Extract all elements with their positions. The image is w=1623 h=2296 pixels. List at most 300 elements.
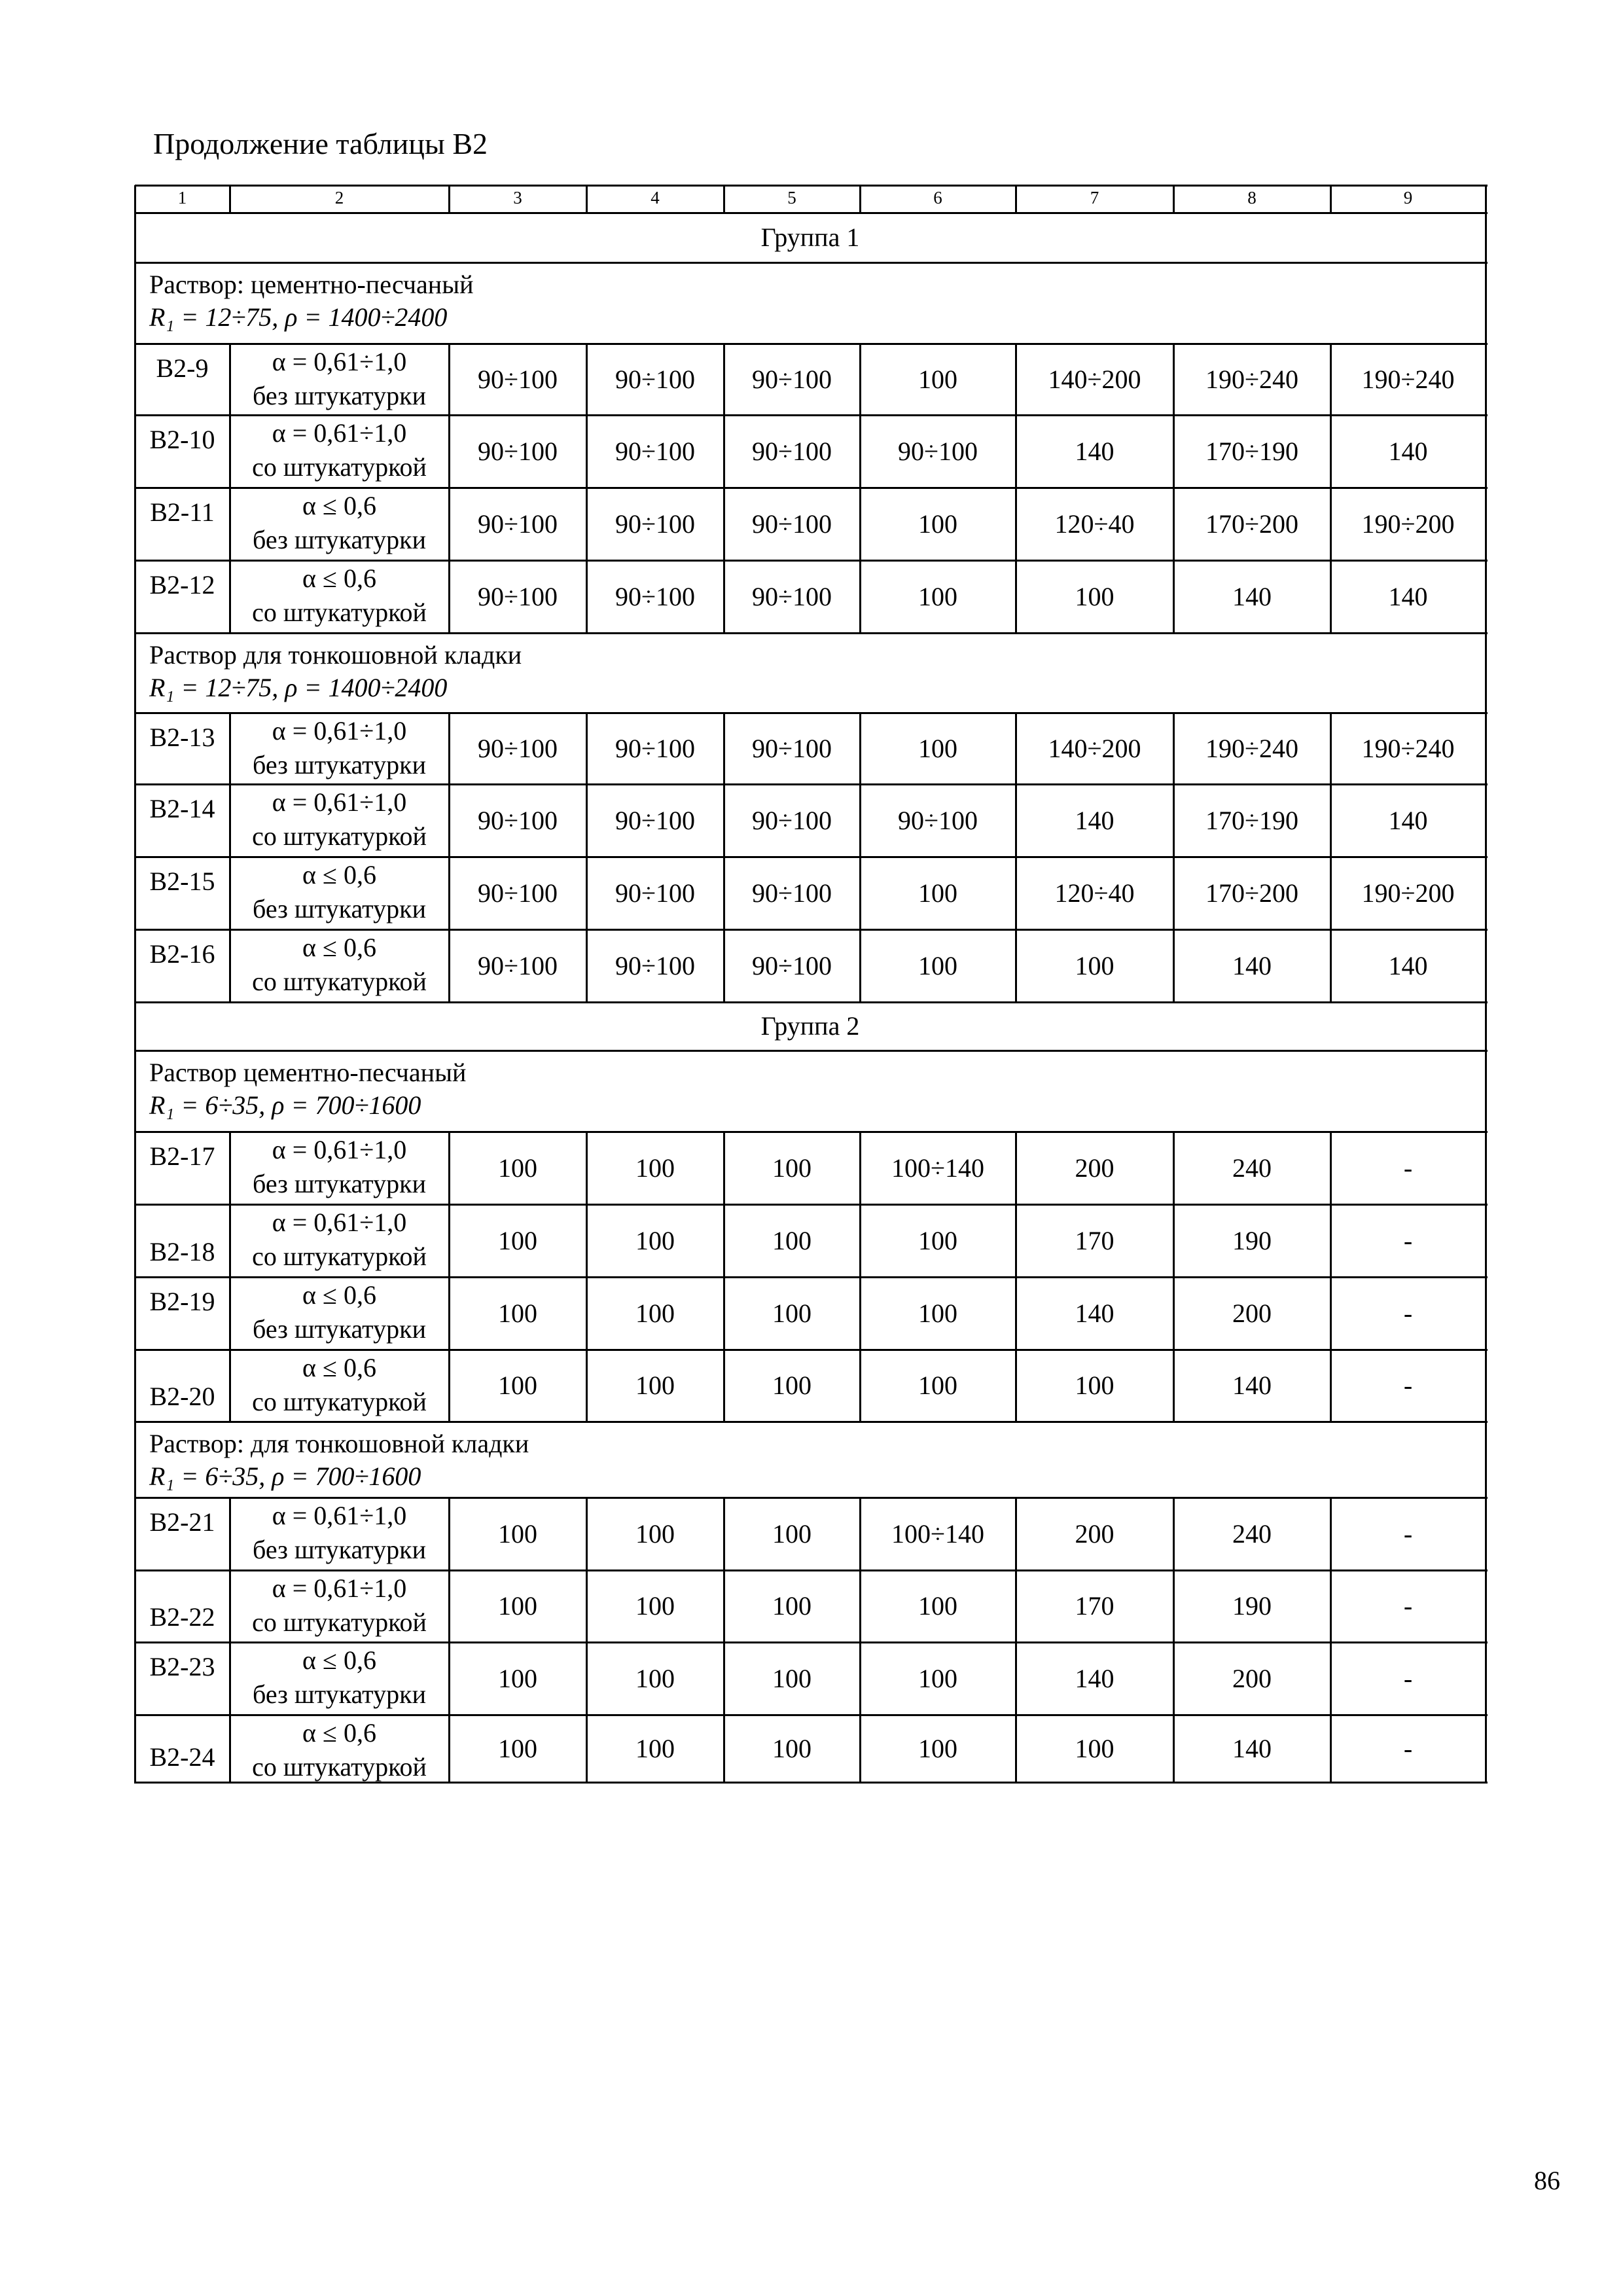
table-cell: 170÷190 <box>1205 805 1298 835</box>
alpha-condition: α = 0,61÷1,0 <box>272 1135 407 1164</box>
table-cell: 170÷200 <box>1205 878 1298 908</box>
row-code: B2-12 <box>149 570 215 600</box>
table-rule <box>229 1498 231 1571</box>
table-cell: 140 <box>1232 950 1272 980</box>
table-rule <box>1330 929 1332 1003</box>
table-rule <box>448 713 450 785</box>
table-rule <box>1015 1642 1017 1716</box>
table-rule <box>1015 1132 1017 1206</box>
table-rule <box>1330 1570 1332 1643</box>
column-header-number: 5 <box>787 188 796 207</box>
table-rule <box>135 1497 1488 1499</box>
table-cell: 90÷100 <box>752 581 832 611</box>
table-rule <box>448 1642 450 1716</box>
table-cell: 200 <box>1075 1518 1115 1549</box>
table-cell: 190 <box>1232 1225 1272 1255</box>
table-cell: 100 <box>918 1225 957 1255</box>
table-cell: 90÷100 <box>752 733 832 763</box>
table-cell: 100 <box>498 1591 537 1621</box>
table-cell: 100 <box>772 1298 812 1328</box>
table-rule <box>1015 857 1017 931</box>
table-cell: 120÷40 <box>1054 878 1135 908</box>
table-rule <box>586 1204 588 1278</box>
table-rule <box>1015 1498 1017 1571</box>
table-rule <box>229 929 231 1003</box>
table-cell: 140 <box>1388 950 1428 980</box>
table-cell: 100÷140 <box>891 1153 984 1183</box>
table-cell: 100 <box>498 1518 537 1549</box>
column-header-number: 8 <box>1247 188 1257 207</box>
table-cell: 100 <box>772 1153 812 1183</box>
table-rule <box>586 344 588 416</box>
row-code: B2-16 <box>149 939 215 969</box>
table-cell: 90÷100 <box>478 581 558 611</box>
table-rule <box>135 262 1488 264</box>
table-rule <box>1173 857 1175 931</box>
table-rule <box>135 1050 1488 1052</box>
row-code: B2-15 <box>149 867 215 896</box>
alpha-condition: α = 0,61÷1,0 <box>272 1208 407 1237</box>
table-rule <box>859 1715 861 1784</box>
table-rule <box>1330 1350 1332 1423</box>
table-cell: 100 <box>772 1225 812 1255</box>
table-rule <box>1173 1204 1175 1278</box>
table-rule <box>229 1350 231 1423</box>
section-title: Раствор для тонкошовной кладки <box>149 640 522 670</box>
table-cell: 140 <box>1075 1663 1115 1693</box>
table-rule <box>135 414 1488 416</box>
row-code: B2-24 <box>149 1742 215 1772</box>
table-rule <box>229 1132 231 1206</box>
plaster-condition: со штукатуркой <box>252 1387 427 1416</box>
alpha-condition: α = 0,61÷1,0 <box>272 347 407 376</box>
table-cell: 100 <box>498 1663 537 1693</box>
table-rule <box>448 1350 450 1423</box>
table-rule <box>586 713 588 785</box>
table-rule <box>1015 415 1017 489</box>
table-rule <box>859 784 861 858</box>
table-cell: 100 <box>918 1733 957 1763</box>
table-rule <box>135 185 1488 187</box>
table-rule <box>586 1132 588 1206</box>
table-cell: 100 <box>635 1663 675 1693</box>
table-cell: 90÷100 <box>898 436 978 466</box>
table-rule <box>1173 1498 1175 1571</box>
table-cell: 140÷200 <box>1048 733 1141 763</box>
table-rule <box>134 185 136 1784</box>
table-cell: 100 <box>918 581 957 611</box>
table-rule <box>1173 784 1175 858</box>
table-rule <box>859 1498 861 1571</box>
table-cell: 140 <box>1388 581 1428 611</box>
table-rule <box>586 857 588 931</box>
table-cell: 140 <box>1388 805 1428 835</box>
plaster-condition: без штукатурки <box>253 750 426 780</box>
table-rule <box>723 560 725 634</box>
table-rule <box>1015 344 1017 416</box>
table-rule <box>723 1277 725 1351</box>
table-rule <box>723 1350 725 1423</box>
table-cell: 90÷100 <box>478 436 558 466</box>
table-rule <box>1015 1350 1017 1423</box>
table-cell: 100 <box>918 1298 957 1328</box>
table-cell: 100 <box>498 1733 537 1763</box>
table-rule <box>723 1642 725 1716</box>
table-rule <box>135 1001 1488 1003</box>
table-cell: 100 <box>918 733 957 763</box>
row-code: B2-20 <box>149 1382 215 1411</box>
table-cell: 90÷100 <box>615 733 695 763</box>
table-cell: 100 <box>635 1518 675 1549</box>
table-rule <box>1173 185 1175 214</box>
alpha-condition: α = 0,61÷1,0 <box>272 716 407 745</box>
table-cell: - <box>1403 1298 1413 1328</box>
table-rule <box>723 488 725 562</box>
table-cell: 140÷200 <box>1048 364 1141 394</box>
table-rule <box>135 487 1488 489</box>
table-cell: 140 <box>1075 805 1115 835</box>
table-rule <box>859 1570 861 1643</box>
plaster-condition: со штукатуркой <box>252 967 427 996</box>
row-code: B2-10 <box>149 425 215 454</box>
row-code: B2-23 <box>149 1652 215 1681</box>
column-header-number: 2 <box>334 188 344 207</box>
group-title: Группа 1 <box>760 223 860 252</box>
table-cell: - <box>1403 1733 1413 1763</box>
table-rule <box>1015 1277 1017 1351</box>
table-rule <box>135 1349 1488 1351</box>
table-cell: 90÷100 <box>615 878 695 908</box>
table-cell: 90÷100 <box>478 364 558 394</box>
table-cell: 190÷240 <box>1361 733 1455 763</box>
table-rule <box>135 1782 1488 1784</box>
alpha-condition: α = 0,61÷1,0 <box>272 1573 407 1603</box>
table-rule <box>1015 488 1017 562</box>
table-cell: 90÷100 <box>615 364 695 394</box>
table-cell: 240 <box>1232 1518 1272 1549</box>
table-rule <box>229 1277 231 1351</box>
data-table <box>135 185 1486 1782</box>
group-title: Группа 2 <box>760 1011 860 1041</box>
table-cell: 90÷100 <box>478 805 558 835</box>
table-rule <box>859 1132 861 1206</box>
table-cell: 170 <box>1075 1225 1115 1255</box>
section-formula: R₁ = 12÷75, ρ = 1400÷2400 <box>149 302 448 332</box>
row-code: B2-9 <box>156 353 209 383</box>
table-cell: 100 <box>1075 1733 1115 1763</box>
column-header-number: 9 <box>1403 188 1413 207</box>
table-rule <box>1173 1132 1175 1206</box>
table-rule <box>723 1132 725 1206</box>
table-rule <box>859 1642 861 1716</box>
table-rule <box>859 857 861 931</box>
table-cell: - <box>1403 1225 1413 1255</box>
table-rule <box>229 1570 231 1643</box>
table-rule <box>586 784 588 858</box>
table-rule <box>586 1498 588 1571</box>
table-rule <box>723 415 725 489</box>
table-cell: 140 <box>1388 436 1428 466</box>
table-rule <box>448 929 450 1003</box>
table-rule <box>448 488 450 562</box>
table-cell: 90÷100 <box>752 878 832 908</box>
column-header-number: 4 <box>651 188 660 207</box>
table-rule <box>1015 713 1017 785</box>
section-formula: R₁ = 12÷75, ρ = 1400÷2400 <box>149 673 448 702</box>
table-cell: 90÷100 <box>752 805 832 835</box>
table-cell: 100 <box>918 1663 957 1693</box>
table-cell: 90÷100 <box>478 950 558 980</box>
table-cell: 90÷100 <box>752 950 832 980</box>
table-cell: 100 <box>772 1371 812 1400</box>
alpha-condition: α = 0,61÷1,0 <box>272 1501 407 1530</box>
table-rule <box>723 929 725 1003</box>
table-cell: 100 <box>498 1298 537 1328</box>
row-code: B2-19 <box>149 1287 215 1316</box>
table-cell: 100 <box>498 1371 537 1400</box>
table-cell: 100 <box>1075 581 1115 611</box>
table-cell: 100 <box>918 878 957 908</box>
row-code: B2-22 <box>149 1602 215 1632</box>
table-cell: - <box>1403 1518 1413 1549</box>
section-title: Раствор: цементно-песчаный <box>149 270 474 299</box>
section-title: Раствор цементно-песчаный <box>149 1058 467 1087</box>
table-rule <box>448 344 450 416</box>
table-cell: 190÷240 <box>1205 364 1298 394</box>
plaster-condition: со штукатуркой <box>252 598 427 627</box>
table-rule <box>1330 344 1332 416</box>
table-rule <box>1015 185 1017 214</box>
plaster-condition: со штукатуркой <box>252 1752 427 1782</box>
table-cell: 100 <box>635 1153 675 1183</box>
table-cell: 200 <box>1232 1298 1272 1328</box>
plaster-condition: со штукатуркой <box>252 1242 427 1271</box>
table-cell: 240 <box>1232 1153 1272 1183</box>
table-cell: 100÷140 <box>891 1518 984 1549</box>
table-rule <box>1330 185 1332 214</box>
plaster-condition: со штукатуркой <box>252 1607 427 1637</box>
table-cell: 90÷100 <box>898 805 978 835</box>
table-rule <box>723 1204 725 1278</box>
table-cell: 90÷100 <box>615 509 695 539</box>
plaster-condition: без штукатурки <box>253 1679 426 1709</box>
table-rule <box>1173 344 1175 416</box>
table-rule <box>135 1641 1488 1643</box>
plaster-condition: без штукатурки <box>253 1314 426 1344</box>
table-rule <box>229 1642 231 1716</box>
table-cell: 90÷100 <box>615 581 695 611</box>
table-cell: 100 <box>635 1225 675 1255</box>
table-rule <box>229 415 231 489</box>
table-rule <box>723 344 725 416</box>
table-cell: 100 <box>918 509 957 539</box>
column-header-number: 6 <box>933 188 942 207</box>
table-cell: 100 <box>635 1371 675 1400</box>
table-rule <box>859 344 861 416</box>
table-cell: 190÷240 <box>1361 364 1455 394</box>
table-rule <box>448 1715 450 1784</box>
table-rule <box>586 1570 588 1643</box>
table-cell: 90÷100 <box>478 733 558 763</box>
section-title: Раствор: для тонкошовной кладки <box>149 1429 529 1458</box>
table-rule <box>586 1277 588 1351</box>
table-rule <box>448 185 450 214</box>
plaster-condition: со штукатуркой <box>252 821 427 851</box>
table-cell: - <box>1403 1663 1413 1693</box>
table-rule <box>135 856 1488 858</box>
page-number: 86 <box>1534 2166 1560 2195</box>
table-rule <box>1173 560 1175 634</box>
table-rule <box>586 415 588 489</box>
table-rule <box>135 712 1488 714</box>
table-rule <box>859 560 861 634</box>
alpha-condition: α ≤ 0,6 <box>302 491 376 520</box>
alpha-condition: α ≤ 0,6 <box>302 933 376 962</box>
table-cell: 100 <box>918 950 957 980</box>
table-rule <box>135 1714 1488 1716</box>
table-rule <box>448 784 450 858</box>
table-cell: 190÷200 <box>1361 509 1455 539</box>
plaster-condition: без штукатурки <box>253 1535 426 1564</box>
table-rule <box>1330 1715 1332 1784</box>
table-rule <box>586 1642 588 1716</box>
table-rule <box>135 1131 1488 1133</box>
table-rule <box>723 784 725 858</box>
row-code: B2-21 <box>149 1507 215 1537</box>
table-rule <box>229 857 231 931</box>
table-rule <box>1015 1204 1017 1278</box>
table-rule <box>135 1204 1488 1206</box>
table-cell: 90÷100 <box>615 436 695 466</box>
table-cell: 100 <box>1075 950 1115 980</box>
table-rule <box>1015 784 1017 858</box>
table-cell: 190÷200 <box>1361 878 1455 908</box>
table-cell: 100 <box>635 1733 675 1763</box>
table-rule <box>723 185 725 214</box>
table-cell: 90÷100 <box>752 364 832 394</box>
column-header-number: 7 <box>1090 188 1099 207</box>
table-cell: 100 <box>918 364 957 394</box>
table-rule <box>448 1204 450 1278</box>
table-cell: 100 <box>918 1591 957 1621</box>
table-rule <box>448 1277 450 1351</box>
table-caption: Продолжение таблицы В2 <box>153 127 488 160</box>
table-rule <box>1173 1277 1175 1351</box>
table-cell: 140 <box>1075 1298 1115 1328</box>
table-rule <box>229 713 231 785</box>
table-rule <box>1330 1642 1332 1716</box>
table-rule <box>1015 929 1017 1003</box>
plaster-condition: без штукатурки <box>253 381 426 410</box>
plaster-condition: без штукатурки <box>253 525 426 554</box>
table-rule <box>859 929 861 1003</box>
table-rule <box>1015 560 1017 634</box>
table-cell: 100 <box>772 1733 812 1763</box>
table-cell: 100 <box>635 1298 675 1328</box>
column-header-number: 1 <box>177 188 187 207</box>
table-rule <box>1173 1715 1175 1784</box>
table-rule <box>586 488 588 562</box>
row-code: B2-18 <box>149 1237 215 1266</box>
table-rule <box>859 488 861 562</box>
table-rule <box>1173 415 1175 489</box>
table-cell: 90÷100 <box>752 509 832 539</box>
row-code: B2-14 <box>149 794 215 823</box>
table-rule <box>448 1570 450 1643</box>
table-rule <box>229 560 231 634</box>
alpha-condition: α ≤ 0,6 <box>302 1645 376 1675</box>
table-cell: 100 <box>918 1371 957 1400</box>
table-rule <box>1330 1132 1332 1206</box>
table-rule <box>1330 415 1332 489</box>
table-cell: 100 <box>1075 1371 1115 1400</box>
table-rule <box>135 343 1488 345</box>
table-rule <box>586 560 588 634</box>
table-rule <box>586 1350 588 1423</box>
table-cell: 170÷190 <box>1205 436 1298 466</box>
table-rule <box>448 560 450 634</box>
table-rule <box>229 784 231 858</box>
table-rule <box>1330 1277 1332 1351</box>
table-rule <box>229 1204 231 1278</box>
table-cell: 140 <box>1075 436 1115 466</box>
row-code: B2-11 <box>150 497 215 527</box>
table-cell: 120÷40 <box>1054 509 1135 539</box>
section-formula: R₁ = 6÷35, ρ = 700÷1600 <box>149 1090 421 1120</box>
table-cell: 170÷200 <box>1205 509 1298 539</box>
table-rule <box>723 857 725 931</box>
alpha-condition: α ≤ 0,6 <box>302 1280 376 1310</box>
table-rule <box>1173 929 1175 1003</box>
table-rule <box>1330 713 1332 785</box>
alpha-condition: α = 0,61÷1,0 <box>272 787 407 817</box>
table-rule <box>1173 1350 1175 1423</box>
table-rule <box>586 1715 588 1784</box>
table-cell: - <box>1403 1591 1413 1621</box>
table-rule <box>229 488 231 562</box>
table-cell: 190 <box>1232 1591 1272 1621</box>
table-rule <box>1330 560 1332 634</box>
table-cell: 190÷240 <box>1205 733 1298 763</box>
column-header-number: 3 <box>513 188 522 207</box>
table-rule <box>1173 488 1175 562</box>
table-cell: 90÷100 <box>478 509 558 539</box>
table-rule <box>448 857 450 931</box>
row-code: B2-13 <box>149 723 215 752</box>
section-formula: R₁ = 6÷35, ρ = 700÷1600 <box>149 1462 421 1491</box>
table-rule <box>723 1498 725 1571</box>
table-cell: 200 <box>1232 1663 1272 1693</box>
table-cell: 140 <box>1232 1733 1272 1763</box>
table-rule <box>586 929 588 1003</box>
table-rule <box>1330 488 1332 562</box>
table-rule <box>859 415 861 489</box>
plaster-condition: без штукатурки <box>253 1169 426 1198</box>
table-rule <box>859 1350 861 1423</box>
table-rule <box>1173 1642 1175 1716</box>
table-rule <box>135 212 1488 214</box>
table-rule <box>859 185 861 214</box>
plaster-condition: без штукатурки <box>253 894 426 924</box>
table-rule <box>135 632 1488 634</box>
table-rule <box>1485 185 1487 1784</box>
table-cell: 90÷100 <box>478 878 558 908</box>
table-cell: 140 <box>1232 1371 1272 1400</box>
alpha-condition: α ≤ 0,6 <box>302 1718 376 1748</box>
table-rule <box>1330 1204 1332 1278</box>
table-rule <box>135 1570 1488 1571</box>
table-cell: - <box>1403 1371 1413 1400</box>
